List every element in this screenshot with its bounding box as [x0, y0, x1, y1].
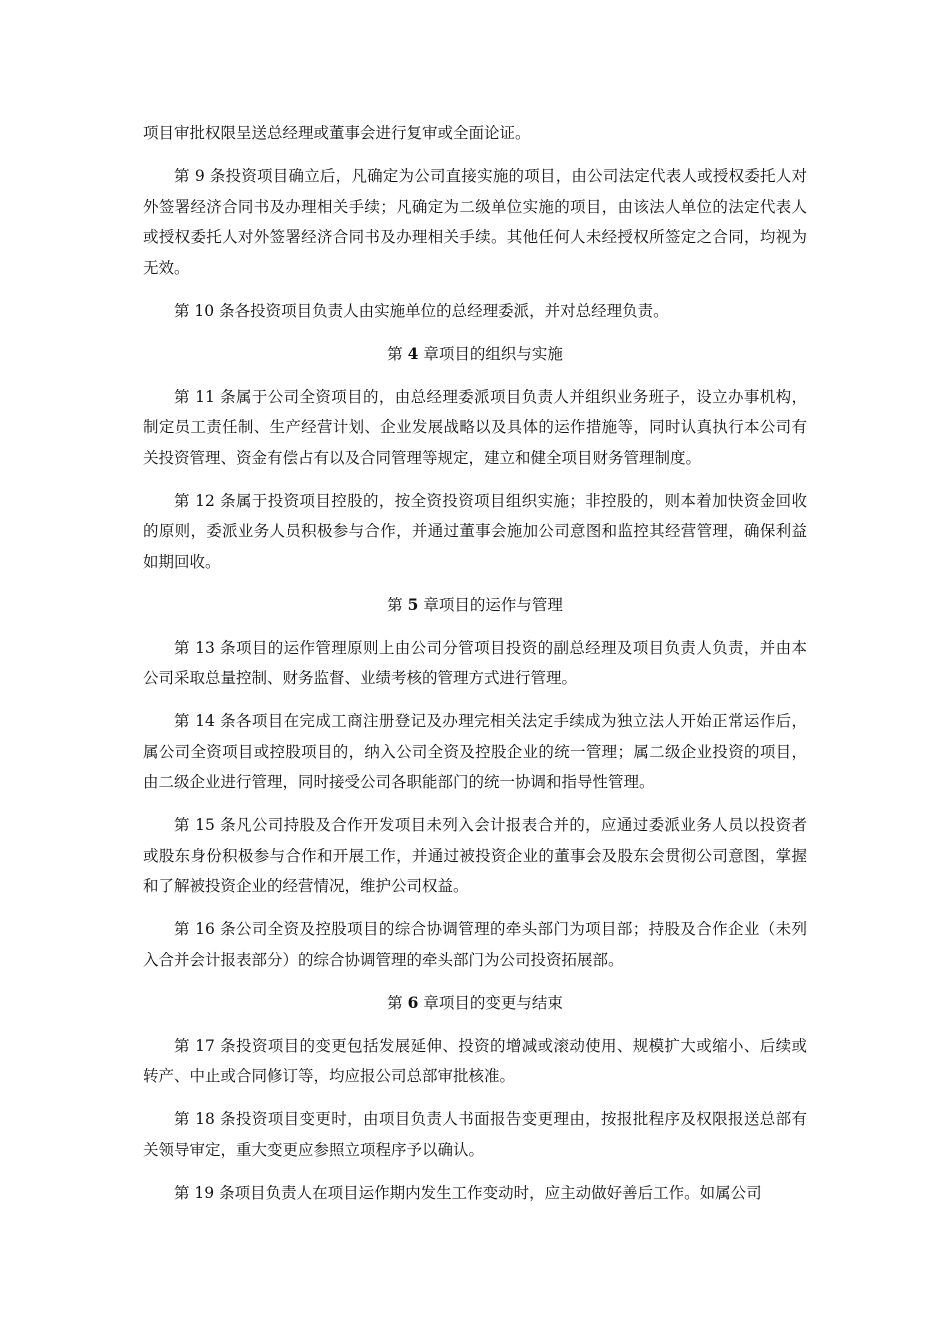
chapter-5-prefix: 第 [387, 595, 408, 614]
article-13: 第 13 条项目的运作管理原则上由公司分管项目投资的副总经理及项目负责人负责，并由本公司采取总量控制、财务监督、业绩考核的管理方式进行管理。 [143, 638, 807, 687]
chapter-4-heading [143, 339, 807, 370]
article-17: 第 17 条投资项目的变更包括发展延伸、投资的增减或滚动使用、规模扩大或缩小、后续或转产、中止或合同修订等，均应报公司总部审批核准。 [143, 1036, 807, 1085]
article-14: 第 14 条各项目在完成工商注册登记及办理完相关法定手续成为独立法人开始正常运作后，属公司全资项目或控股项目的，纳入公司全资及控股企业的统一管理；属二级企业投资的项目，由二级企业进行管理，同时接受公司各职能部门的统一协调和指导性管理。 [143, 712, 807, 791]
article-15: 第 15 条凡公司持股及合作开发项目未列入会计报表合并的，应通过委派业务人员以投资者或股东身份积极参与合作和开展工作，并通过被投资企业的董事会及股东会贯彻公司意图，掌握和了解被投资企业的经营情况，维护公司权益。 [143, 816, 807, 895]
chapter-4-number: 4 [407, 343, 419, 363]
article-18: 第 18 条投资项目变更时，由项目负责人书面报告变更理由，按报批程序及权限报送总部有关领导审定，重大变更应参照立项程序予以确认。 [143, 1110, 807, 1159]
chapter-5-title: 章项目的运作与管理 [418, 595, 563, 614]
article-19: 第 19 条项目负责人在项目运作期内发生工作变动时，应主动做好善后工作。如属公司 [174, 1183, 762, 1202]
article-11: 第 11 条属于公司全资项目的，由总经理委派项目负责人并组织业务班子，设立办事机构，制定员工责任制、生产经营计划、企业发展战略以及具体的运作措施等，同时认真执行本公司有关投资管理、资金有偿占有以及合同管理等规定，建立和健全项目财务管理制度。 [143, 387, 807, 467]
chapter-4-prefix: 第 [387, 344, 408, 363]
chapter-5-number: 5 [407, 594, 419, 614]
chapter-6-prefix: 第 [387, 993, 408, 1012]
paragraph-continuation: 项目审批权限呈送总经理或董事会进行复审或全面论证。 [143, 124, 531, 142]
chapter-4-title: 章项目的组织与实施 [418, 344, 563, 363]
article-16: 第 16 条公司全资及控股项目的综合协调管理的牵头部门为项目部；持股及合作企业（未列入合并会计报表部分）的综合协调管理的牵头部门为公司投资拓展部。 [143, 920, 807, 969]
article-12: 第 12 条属于投资项目控股的，按全资投资项目组织实施；非控股的，则本着加快资金回收的原则，委派业务人员积极参与合作，并通过董事会施加公司意图和监控其经营管理，确保利益如期回收。 [143, 491, 807, 571]
chapter-6-title: 章项目的变更与结束 [418, 993, 563, 1012]
chapter-6-heading [143, 988, 807, 1019]
article-9: 第 9 条投资项目确立后，凡确定为公司直接实施的项目，由公司法定代表人或授权委托人对外签署经济合同书及办理相关手续；凡确定为二级单位实施的项目，由该法人单位的法定代表人或授权委托人对外签署经济合同书及办理相关手续。其他任何人未经授权所签定之合同，均视为无效。 [143, 167, 807, 277]
chapter-5-heading [143, 590, 807, 621]
chapter-6-number: 6 [407, 992, 419, 1012]
article-10: 第 10 条各投资项目负责人由实施单位的总经理委派，并对总经理负责。 [174, 301, 669, 320]
document-page [143, 118, 807, 1221]
